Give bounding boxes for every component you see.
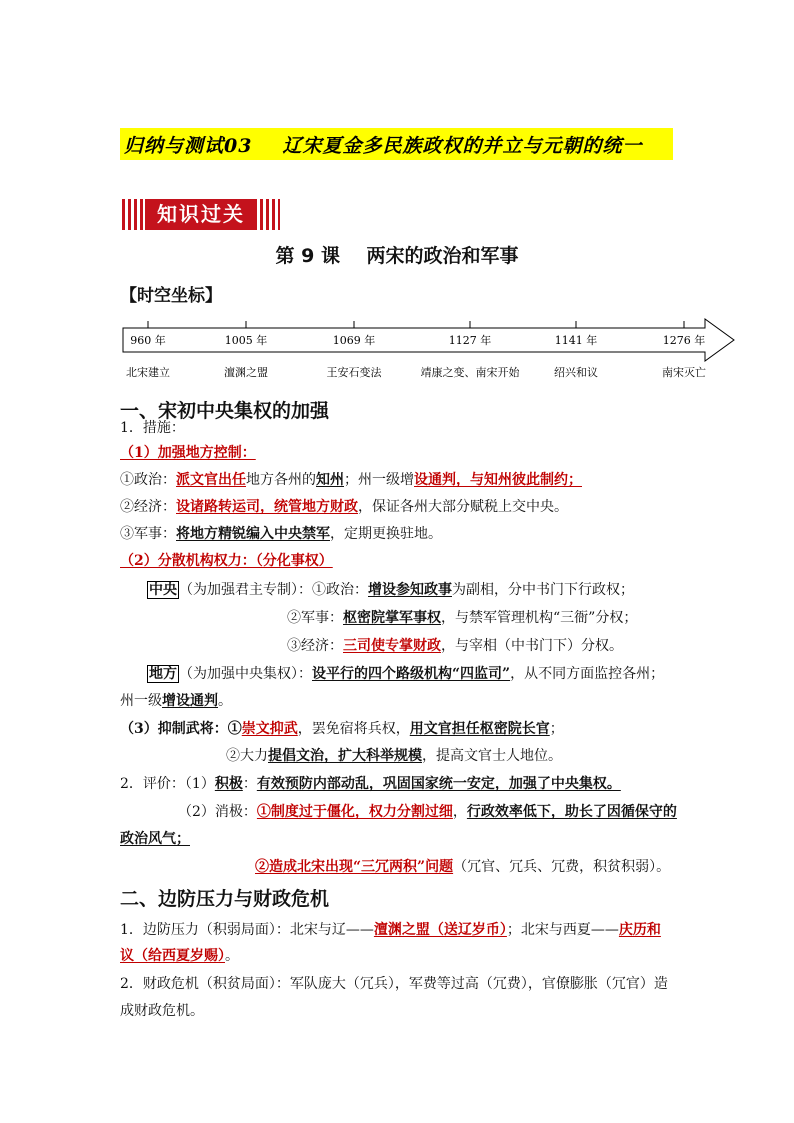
central-military	[287, 608, 637, 628]
local-row-2	[120, 691, 232, 711]
text: （2）消极：	[178, 804, 257, 820]
measures-label: 1．措施：	[120, 420, 185, 436]
text: ，定期更换驻地。	[330, 526, 442, 542]
text: 1．边防压力（积弱局面）：北宋与辽——	[120, 922, 374, 938]
text: ②大力	[226, 748, 268, 764]
border-pressure	[120, 920, 661, 940]
text: 。	[225, 948, 239, 964]
evaluation-negative	[178, 802, 677, 822]
text: ；州一级增	[344, 472, 414, 488]
text: 将地方精锐编入中央禁军	[176, 526, 330, 542]
text: ①政治：	[120, 472, 176, 488]
text: 设平行的四个路级机构“四监司”	[312, 666, 511, 682]
text: ②造成北宋出现“三冗两积”问题	[255, 859, 454, 875]
timeline-event: 北宋建立	[126, 366, 170, 379]
timeline-event: 澶渊之盟	[224, 366, 268, 379]
restrain-generals-2	[226, 746, 562, 766]
text: 2．评价：（1）	[120, 776, 215, 792]
central-box: 中央	[149, 582, 177, 598]
text: 提倡文治，扩大科举规模	[268, 748, 422, 764]
text: 设通判，与知州彼此制约；	[414, 472, 582, 488]
text: ，与宰相（中书门下）分权。	[441, 638, 623, 654]
timeline-event: 绍兴和议	[554, 366, 598, 379]
text: 增设通判	[162, 693, 218, 709]
measure-economy	[120, 497, 568, 517]
text: ，与禁军管理机构“三衙”分权；	[441, 610, 638, 626]
section-coord-title: 【时空坐标】	[120, 286, 222, 306]
text: 州一级	[120, 693, 162, 709]
banner-label: 知识过关	[145, 199, 257, 230]
measure-politics	[120, 470, 582, 490]
text: ，罢免宿将兵权，	[297, 721, 410, 737]
text: ：	[242, 776, 257, 792]
text: 有效预防内部动乱，巩固国家统一安定，加强了中央集权。	[256, 776, 621, 792]
text: 设诸路转运司，统管地方财政	[176, 499, 358, 515]
section-1-title: 一、宋初中央集权的加强	[120, 400, 330, 422]
lesson-title: 第 9 课 两宋的政治和军事	[275, 245, 519, 267]
timeline-event: 南宋灭亡	[662, 366, 706, 379]
text: 三司使专掌财政	[343, 638, 441, 654]
timeline	[120, 318, 740, 386]
evaluation-positive	[120, 774, 621, 794]
central-economy	[287, 636, 623, 656]
text: ①	[256, 804, 271, 820]
text: 为副相，分中书门下行政权；	[452, 582, 634, 598]
text: （3）抑制武将：①	[120, 721, 242, 737]
document-header	[124, 131, 642, 158]
timeline-year: 1005 年	[224, 334, 268, 347]
timeline-event: 靖康之变、南宋开始	[420, 366, 520, 379]
text: ，提高文官士人地位。	[422, 748, 562, 764]
timeline-year: 1127 年	[448, 334, 492, 347]
header-prefix: 归纳与测试03	[124, 135, 253, 157]
text: 用文官担任枢密院长官	[409, 721, 550, 737]
text: （冗官、冗兵、冗费，积贫积弱）。	[453, 859, 671, 875]
text: （为加强君主专制）：①政治：	[179, 582, 368, 598]
timeline-year: 1276 年	[662, 334, 706, 347]
text: 崇文抑武	[241, 721, 298, 737]
restrain-generals	[120, 719, 564, 739]
text: ②经济：	[120, 499, 176, 515]
text: 枢密院掌军事权	[343, 610, 441, 626]
timeline-year: 960 年	[130, 334, 166, 347]
knowledge-banner	[122, 199, 280, 230]
local-row	[147, 664, 664, 684]
text: 制度过于僵化，权力分割过细	[270, 804, 453, 820]
text: （为加强中央集权）：	[179, 666, 312, 682]
text: 议（给西夏岁赐）	[120, 948, 225, 964]
timeline-event: 王安石变法	[326, 366, 382, 379]
text: ③军事：	[120, 526, 176, 542]
fiscal-crisis: 2．财政危机（积贫局面）：军队庞大（冗兵），军费等过高（冗费），官僚膨胀（冗官）造	[120, 976, 668, 992]
text: 知州	[316, 472, 344, 488]
text: 。	[218, 693, 232, 709]
text: ，	[452, 804, 467, 820]
fiscal-crisis-2: 成财政危机。	[120, 1003, 204, 1019]
text: ③经济：	[287, 638, 343, 654]
local-box: 地方	[149, 666, 177, 682]
timeline-year: 1069 年	[332, 334, 376, 347]
text: ②军事：	[287, 610, 343, 626]
subheading-local-control: （1）加强地方控制：	[120, 445, 256, 461]
text: 庆历和	[618, 922, 661, 938]
evaluation-negative-3	[255, 857, 670, 877]
text: 派文官出任	[176, 472, 246, 488]
text: 增设参知政事	[368, 582, 452, 598]
text: ；	[549, 721, 564, 737]
subheading-divide-power: （2）分散机构权力：（分化事权）	[120, 553, 333, 569]
timeline-year: 1141 年	[554, 334, 598, 347]
text: 行政效率低下，助长了因循保守的	[466, 804, 677, 820]
header-title: 辽宋夏金多民族政权的并立与元朝的统一	[282, 135, 643, 157]
evaluation-negative-2: 政治风气；	[120, 831, 190, 847]
text: ，保证各州大部分赋税上交中央。	[358, 499, 568, 515]
text: 地方各州的	[246, 472, 316, 488]
text: 澶渊之盟（送辽岁币）	[373, 922, 507, 938]
text: ，从不同方面监控各州；	[510, 666, 665, 682]
text: ；北宋与西夏——	[506, 922, 619, 938]
central-row	[147, 580, 634, 600]
section-2-title: 二、边防压力与财政危机	[120, 888, 330, 910]
text: 积极	[214, 776, 243, 792]
measure-military	[120, 524, 442, 544]
border-pressure-2	[120, 946, 239, 966]
timeline-arrow	[123, 319, 734, 361]
